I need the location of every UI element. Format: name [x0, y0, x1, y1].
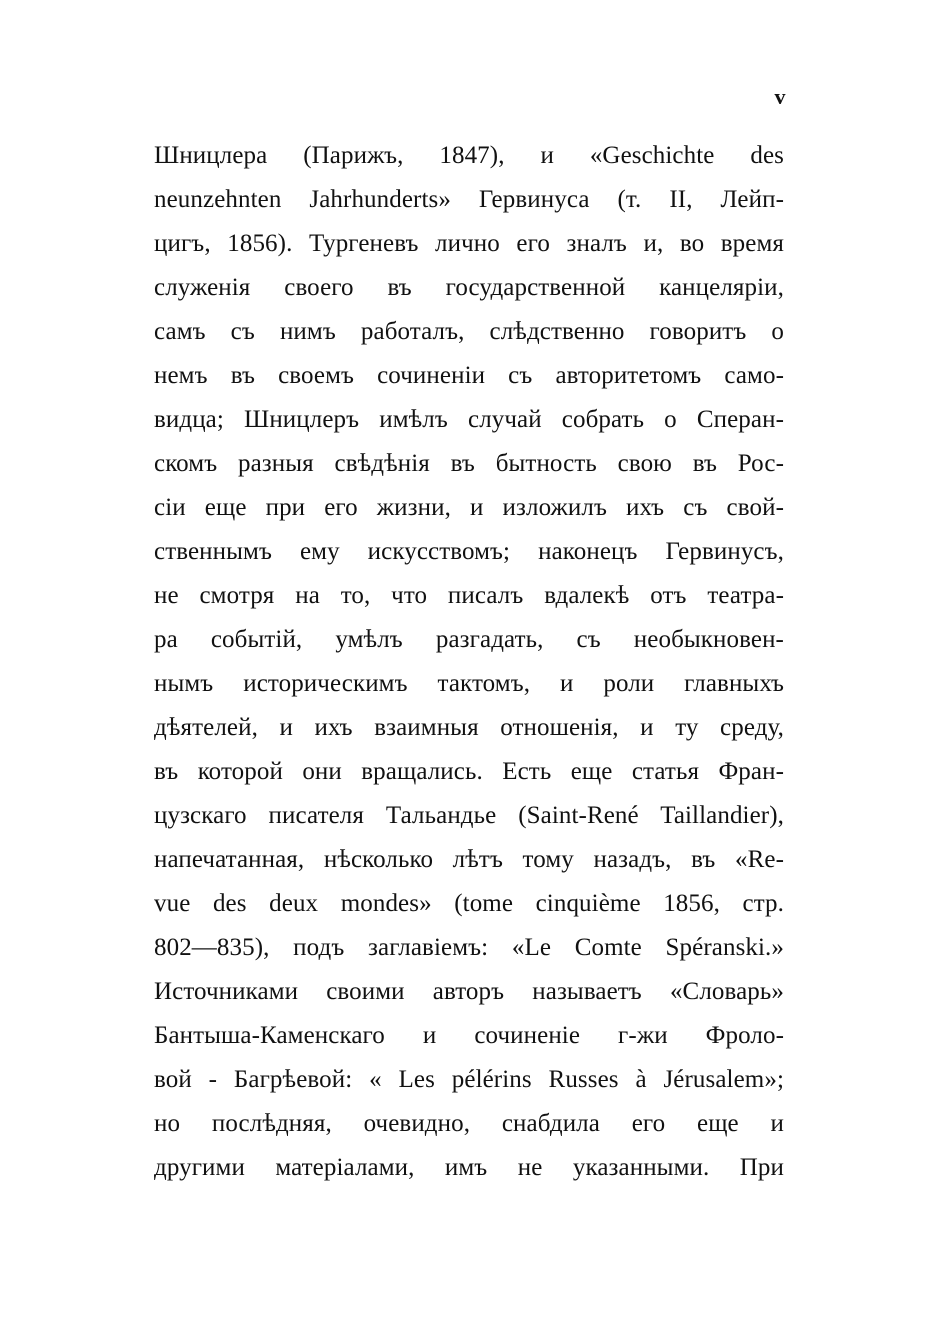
text-line: цигъ, 1856). Тургеневъ лично его зналъ и, во время — [154, 230, 784, 257]
text-line: Шницлера (Парижъ, 1847), и «Geschichte des — [154, 142, 784, 169]
text-line: дѣятелей, и ихъ взаимныя отношенія, и ту среду, — [154, 714, 784, 741]
text-line: другими матеріалами, имъ не указанными. При — [154, 1154, 784, 1181]
text-line: самъ съ нимъ работалъ, слѣдственно говоритъ о — [154, 318, 784, 345]
text-line: служенія своего въ государственной канцеляріи, — [154, 274, 784, 301]
text-line: не смотря на то, что писалъ вдалекѣ отъ театра- — [154, 582, 784, 609]
body-text — [154, 134, 784, 1190]
text-line: но послѣдняя, очевидно, снабдила его еще и — [154, 1110, 784, 1137]
text-line: ственнымъ ему искусствомъ; наконецъ Гервинусъ, — [154, 538, 784, 565]
text-line: vue des deux mondes» (tome cinquième 1856, стр. — [154, 890, 784, 917]
text-line: сіи еще при его жизни, и изложилъ ихъ съ свой- — [154, 494, 784, 521]
text-line: скомъ разныя свѣдѣнія въ бытность свою въ Рос- — [154, 450, 784, 477]
text-line: немъ въ своемъ сочиненіи съ авторитетомъ само- — [154, 362, 784, 389]
text-line: нымъ историческимъ тактомъ, и роли главныхъ — [154, 670, 784, 697]
text-line: ра событій, умѣлъ разгадать, съ необыкновен- — [154, 626, 784, 653]
text-line: напечатанная, нѣсколько лѣтъ тому назадъ, въ «Re- — [154, 846, 784, 873]
text-line: Источниками своими авторъ называетъ «Словарь» — [154, 978, 784, 1005]
page-number: v — [774, 84, 786, 109]
text-line: въ которой они вращались. Есть еще статья Фран- — [154, 758, 784, 785]
text-line: цузскаго писателя Тальандье (Saint-René Taillandier), — [154, 802, 784, 829]
text-line: видца; Шницлеръ имѣлъ случай собрать о Сперан- — [154, 406, 784, 433]
text-line: вой - Багрѣевой: « Les pélérins Russes à Jérusalem»; — [154, 1066, 784, 1093]
text-line: 802—835), подъ заглавіемъ: «Le Comte Spéranski.» — [154, 934, 784, 961]
text-line: Бантыша-Каменскаго и сочиненіе г-жи Фроло- — [154, 1022, 784, 1049]
text-line: neunzehnten Jahrhunderts» Гервинуса (т. II, Лейп- — [154, 186, 784, 213]
